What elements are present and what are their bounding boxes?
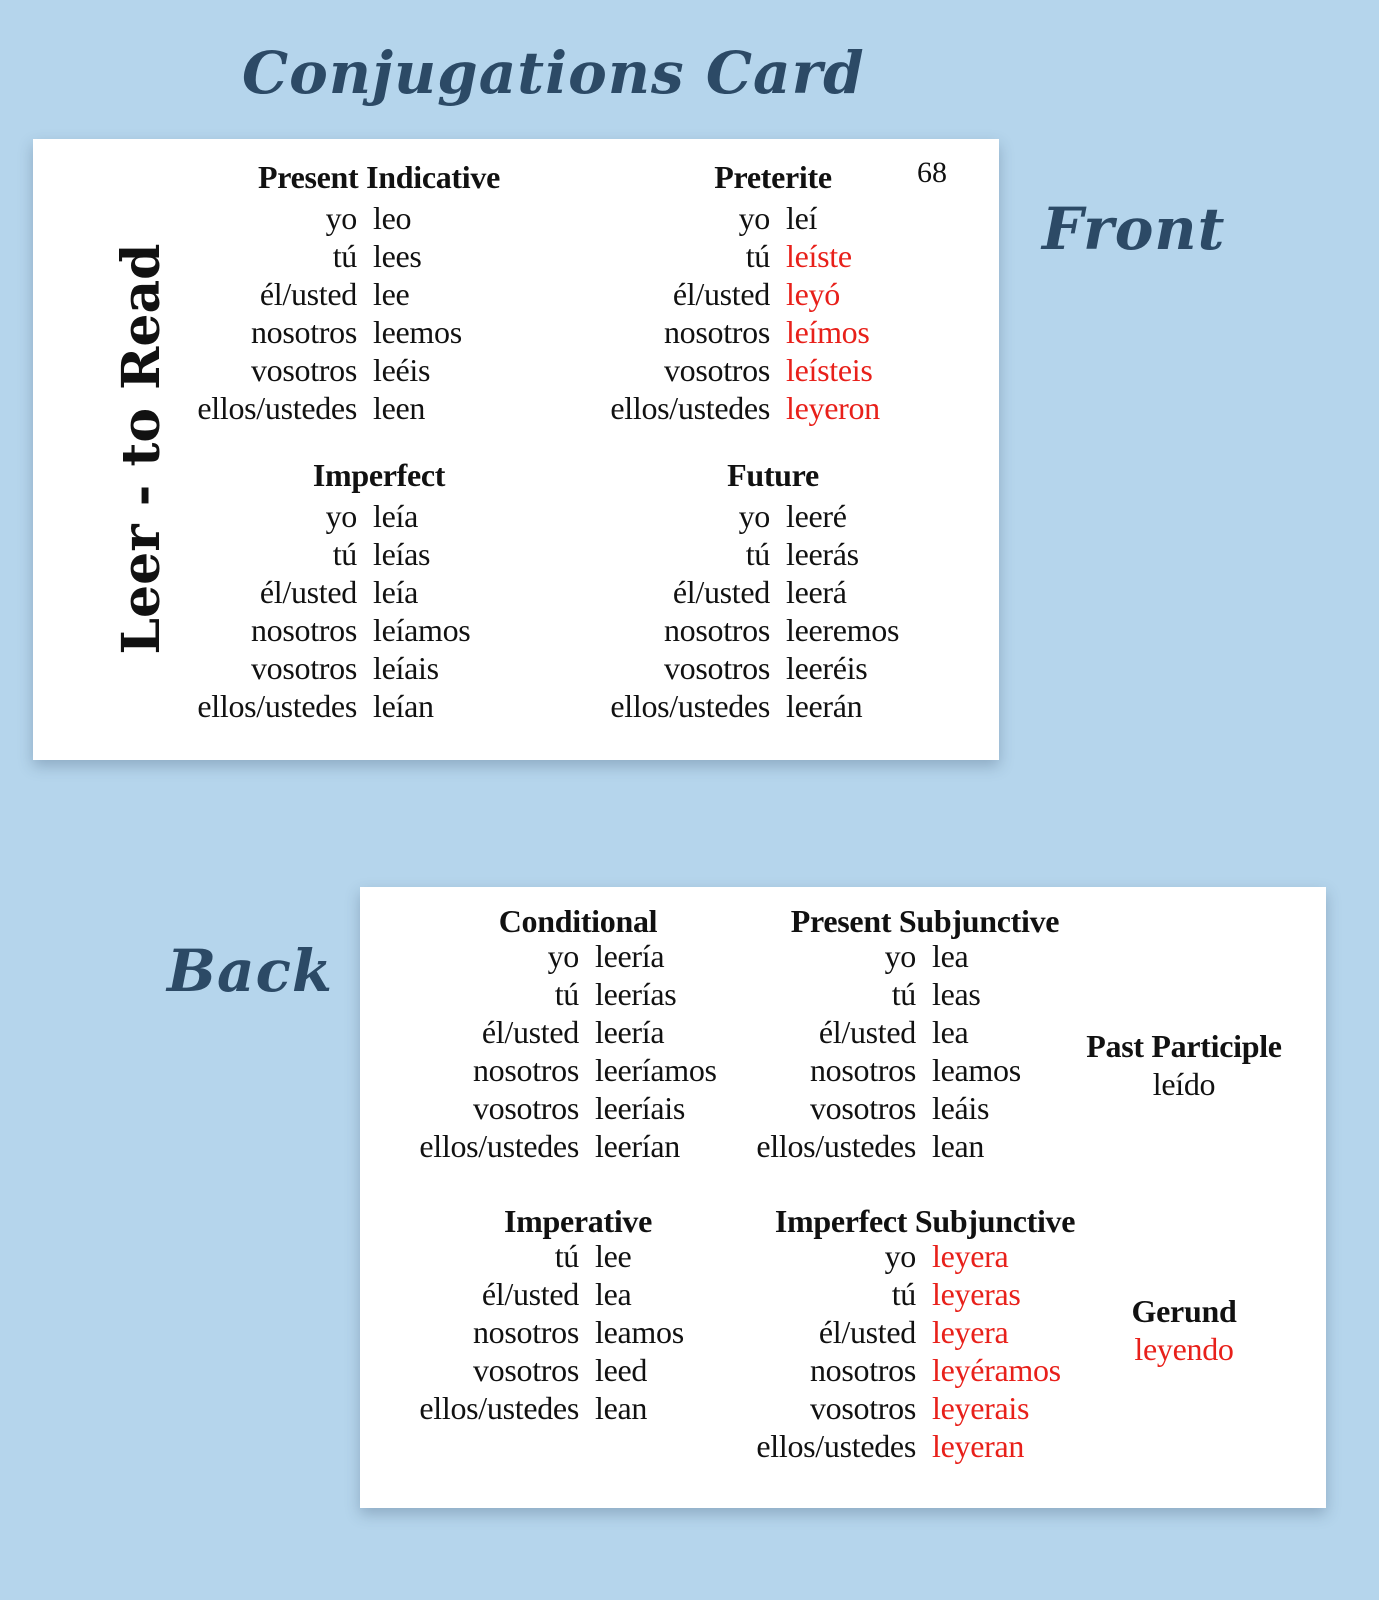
pronoun: él/usted <box>672 574 770 610</box>
conjugation-row <box>360 1013 969 1051</box>
conjugation-row <box>360 1313 1009 1351</box>
pronoun: nosotros <box>472 1052 579 1088</box>
pronoun: yo <box>547 938 579 974</box>
verb-form: leías <box>373 536 431 572</box>
pronoun: yo <box>325 498 357 534</box>
conjugation-row <box>33 313 870 351</box>
pronoun: vosotros <box>250 352 357 388</box>
pronoun: ellos/ustedes <box>197 688 357 724</box>
verb-form: leía <box>373 574 418 610</box>
verb-form: lea <box>932 938 969 974</box>
tense-title: Conditional <box>498 903 658 939</box>
pronoun: vosotros <box>663 352 770 388</box>
conjugation-row <box>33 275 840 313</box>
card-number: 68 <box>917 156 947 189</box>
verb-form: lee <box>373 276 410 312</box>
verb-form: leerían <box>595 1128 680 1164</box>
verb-form-irregular: leyeras <box>932 1276 1021 1312</box>
pronoun: tú <box>332 238 357 274</box>
conjugation-row <box>360 937 969 975</box>
pronoun: vosotros <box>809 1390 916 1426</box>
verb-form: leeríamos <box>595 1052 717 1088</box>
verb-form: leamos <box>595 1314 684 1350</box>
conjugation-row <box>360 1275 1021 1313</box>
verb-form: lees <box>373 238 422 274</box>
pronoun: ellos/ustedes <box>197 390 357 426</box>
verb-form: leeríais <box>595 1090 685 1126</box>
tense-title: Imperfect Subjunctive <box>774 1203 1076 1239</box>
verb-form-irregular: leyeron <box>786 390 880 426</box>
conjugation-row <box>33 573 847 611</box>
verb-title: Leer - to Read <box>111 243 172 655</box>
verb-form: leeréis <box>786 650 868 686</box>
verb-form: leamos <box>932 1052 1021 1088</box>
pronoun: vosotros <box>809 1090 916 1126</box>
verb-form: leería <box>595 938 665 974</box>
pronoun: ellos/ustedes <box>756 1428 916 1464</box>
pronoun: él/usted <box>259 276 357 312</box>
verb-form-irregular: leyera <box>932 1314 1009 1350</box>
page-title: Conjugations Card <box>242 39 865 107</box>
pronoun: ellos/ustedes <box>419 1128 579 1164</box>
tense-title: Imperative <box>503 1203 653 1239</box>
conjugation-row <box>33 611 900 649</box>
verb-form: leáis <box>932 1090 990 1126</box>
verb-form-irregular: leyerais <box>932 1390 1030 1426</box>
verb-form-irregular: leyó <box>786 276 840 312</box>
verb-form: leas <box>932 976 981 1012</box>
conjugation-row <box>33 351 873 389</box>
verb-form: leeré <box>786 498 847 534</box>
verb-form: leéis <box>373 352 431 388</box>
conjugation-row <box>360 1351 1061 1389</box>
pronoun: tú <box>554 1238 579 1274</box>
pronoun: yo <box>738 200 770 236</box>
tense-title: Future <box>727 457 819 493</box>
verb-form: lean <box>595 1390 648 1426</box>
verb-form: leed <box>595 1352 648 1388</box>
verb-form: leemos <box>373 314 462 350</box>
verb-form-irregular: leímos <box>786 314 870 350</box>
pronoun: tú <box>554 976 579 1012</box>
pronoun: tú <box>745 238 770 274</box>
pronoun: él/usted <box>818 1014 916 1050</box>
tense-title: Present Indicative <box>258 159 500 195</box>
conjugation-row <box>33 497 847 535</box>
pronoun: yo <box>325 200 357 236</box>
verb-form: lea <box>595 1276 632 1312</box>
pronoun: nosotros <box>809 1352 916 1388</box>
pronoun: vosotros <box>472 1352 579 1388</box>
verb-form: leíais <box>373 650 439 686</box>
pronoun: ellos/ustedes <box>419 1390 579 1426</box>
front-label: Front <box>1042 195 1226 263</box>
verb-form: leía <box>373 498 418 534</box>
verb-form: lee <box>595 1238 632 1274</box>
verb-form-irregular: leyéramos <box>932 1352 1061 1388</box>
pronoun: yo <box>884 1238 916 1274</box>
conjugation-row <box>360 1427 1025 1465</box>
verb-form-irregular: leyeran <box>932 1428 1025 1464</box>
verb-form-irregular: leíste <box>786 238 852 274</box>
pronoun: nosotros <box>472 1314 579 1350</box>
verb-form: leerá <box>786 574 847 610</box>
pronoun: él/usted <box>481 1276 579 1312</box>
verb-form: leí <box>786 200 818 236</box>
pronoun: él/usted <box>259 574 357 610</box>
pronoun: nosotros <box>250 314 357 350</box>
conjugation-row <box>360 1237 1009 1275</box>
verb-form-irregular: leyera <box>932 1238 1009 1274</box>
conjugation-row <box>33 649 868 687</box>
past-participle-value: leído <box>1152 1066 1216 1102</box>
pronoun: ellos/ustedes <box>756 1128 916 1164</box>
pronoun: nosotros <box>250 612 357 648</box>
pronoun: nosotros <box>809 1052 916 1088</box>
pronoun: ellos/ustedes <box>610 390 770 426</box>
conjugation-row <box>33 687 863 725</box>
verb-form: leo <box>373 200 412 236</box>
back-label: Back <box>167 937 334 1005</box>
tense-title: Present Subjunctive <box>790 903 1060 939</box>
verb-form: leían <box>373 688 434 724</box>
verb-form: leerán <box>786 688 863 724</box>
pronoun: tú <box>891 976 916 1012</box>
pronoun: tú <box>891 1276 916 1312</box>
pronoun: vosotros <box>472 1090 579 1126</box>
back-card <box>360 887 1326 1508</box>
conjugation-row <box>33 237 852 275</box>
pronoun: nosotros <box>663 612 770 648</box>
conjugation-row <box>33 535 859 573</box>
verb-form: lean <box>932 1128 985 1164</box>
verb-form: lea <box>932 1014 969 1050</box>
conjugation-row <box>360 975 981 1013</box>
pronoun: yo <box>738 498 770 534</box>
pronoun: yo <box>884 938 916 974</box>
pronoun: él/usted <box>481 1014 579 1050</box>
pronoun: él/usted <box>672 276 770 312</box>
conjugation-row <box>360 1127 985 1165</box>
pronoun: vosotros <box>663 650 770 686</box>
conjugation-row <box>360 1051 1021 1089</box>
pronoun: tú <box>745 536 770 572</box>
pronoun: nosotros <box>663 314 770 350</box>
gerund-value: leyendo <box>1134 1331 1234 1367</box>
front-card <box>33 139 999 760</box>
conjugation-row <box>33 389 880 427</box>
gerund-title: Gerund <box>1131 1293 1237 1329</box>
past-participle-title: Past Participle <box>1086 1028 1282 1064</box>
past-participle-block <box>1086 1027 1281 1103</box>
verb-form-irregular: leísteis <box>786 352 873 388</box>
tense-title: Preterite <box>714 159 832 195</box>
verb-form: leen <box>373 390 426 426</box>
verb-form: leíamos <box>373 612 471 648</box>
pronoun: ellos/ustedes <box>610 688 770 724</box>
tense-title: Imperfect <box>312 457 446 493</box>
conjugation-row <box>360 1089 990 1127</box>
verb-form: leerías <box>595 976 677 1012</box>
conjugation-row <box>360 1389 1030 1427</box>
pronoun: él/usted <box>818 1314 916 1350</box>
pronoun: tú <box>332 536 357 572</box>
verb-form: leeremos <box>786 612 900 648</box>
gerund-block <box>1132 1292 1237 1368</box>
conjugation-row <box>33 199 818 237</box>
verb-form: leerás <box>786 536 859 572</box>
verb-form: leería <box>595 1014 665 1050</box>
pronoun: vosotros <box>250 650 357 686</box>
